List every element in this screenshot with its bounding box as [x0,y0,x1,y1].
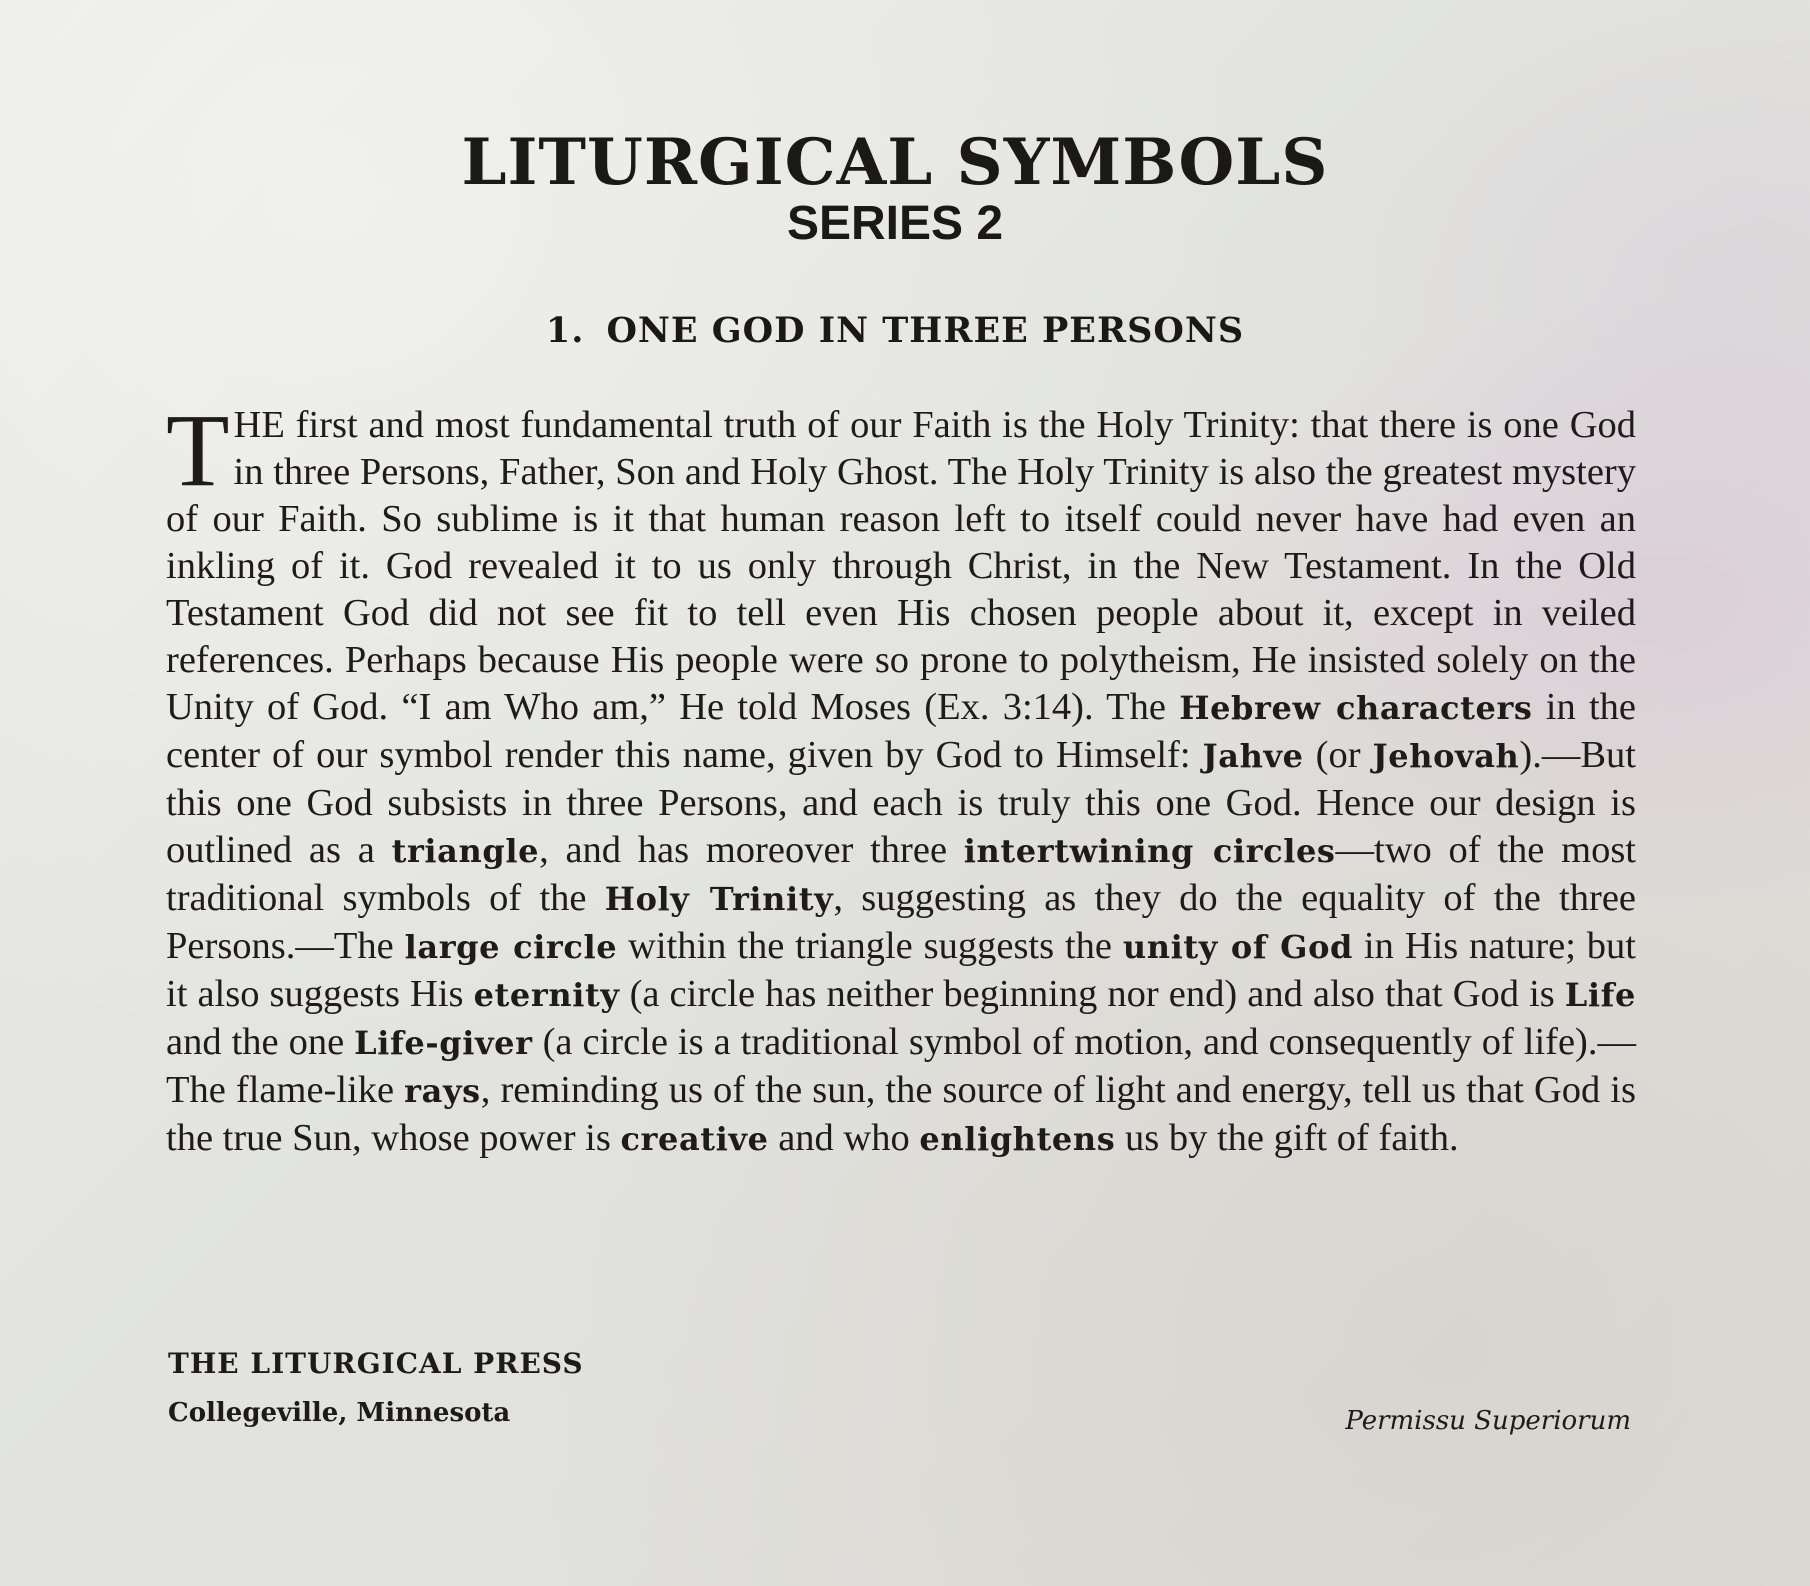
emphasized-term: Life-giver [354,1024,533,1062]
emphasized-term: triangle [391,832,540,870]
publisher-name: THE LITURGICAL PRESS [168,1347,584,1380]
emphasized-term: eternity [473,976,620,1014]
emphasized-term: rays [404,1072,481,1110]
section-title: ONE GOD IN THREE PERSONS [606,310,1245,351]
emphasized-term: Hebrew characters [1179,689,1533,727]
body-text-run: within the triangle suggests the [617,925,1123,967]
body-text-run: , suggesting as they do the equality of the three Persons.—The [166,877,1636,967]
body-text-run: in His nature; but it also suggests His [166,925,1636,1015]
body-text-run: , and has moreover three [539,829,964,871]
body-text-run: and who [768,1117,920,1159]
body-text-run: (a circle has neither beginning nor end) and also that God is [619,973,1565,1015]
body-text-run: (or [1303,734,1373,776]
body-text-run: in the center of our symbol render this name, given by God to Himself: [166,686,1637,776]
body-text-run: (a circle is a traditional symbol of motion, and consequently of life).—The flame-like [166,1021,1636,1111]
emphasized-term: creative [620,1120,769,1158]
emphasized-term: unity of God [1122,928,1354,966]
body-text-run: and the one [166,1021,355,1063]
emphasized-term: Life [1564,976,1636,1014]
body-text-run: us by the gift of faith. [1115,1117,1459,1159]
section-heading [0,310,1790,351]
body-text-run: HE first and most fundamental truth of our Faith is the Holy Trinity: that there is one God in three Persons, Father, Son and Holy Ghost. The Holy Trinity is also the greatest mystery of our Faith. So sublime is it that human reason left to itself could never have had even an inkling of it. God revealed it to us only through Christ, in the New Testament. In the Old Testament God did not see fit to tell even His chosen people about it, except in veiled references. Perhaps because His people were so prone to polytheism, He insisted solely on the Unity of God. “I am Who am,” He told Moses (Ex. 3:14). The [166,404,1636,728]
emphasized-term: large circle [404,928,618,966]
imprimatur-note: Permissu Superiorum [1345,1406,1631,1436]
publisher-location: Collegeville, Minnesota [168,1398,511,1428]
body-text-run: —two of the most traditional symbols of the [166,829,1637,919]
body-text-run: , reminding us of the sun, the source of light and energy, tell us that God is the true Sun, whose power is [166,1069,1636,1159]
body-text-run: ).—But this one God subsists in three Persons, and each is truly this one God. Hence our design is outlined as a [166,734,1636,871]
emphasized-term: enlightens [919,1120,1116,1158]
section-number: 1. [545,310,585,351]
emphasized-term: intertwining circles [963,832,1336,870]
emphasized-term: Jahve [1202,737,1304,775]
emphasized-term: Jehovah [1372,737,1520,775]
series-subtitle: SERIES 2 [786,197,1004,250]
drop-cap: T [166,393,230,508]
emphasized-term: Holy Trinity [604,880,834,918]
body-paragraph [166,393,1637,1163]
page-title: LITURGICAL SYMBOLS [461,124,1329,200]
